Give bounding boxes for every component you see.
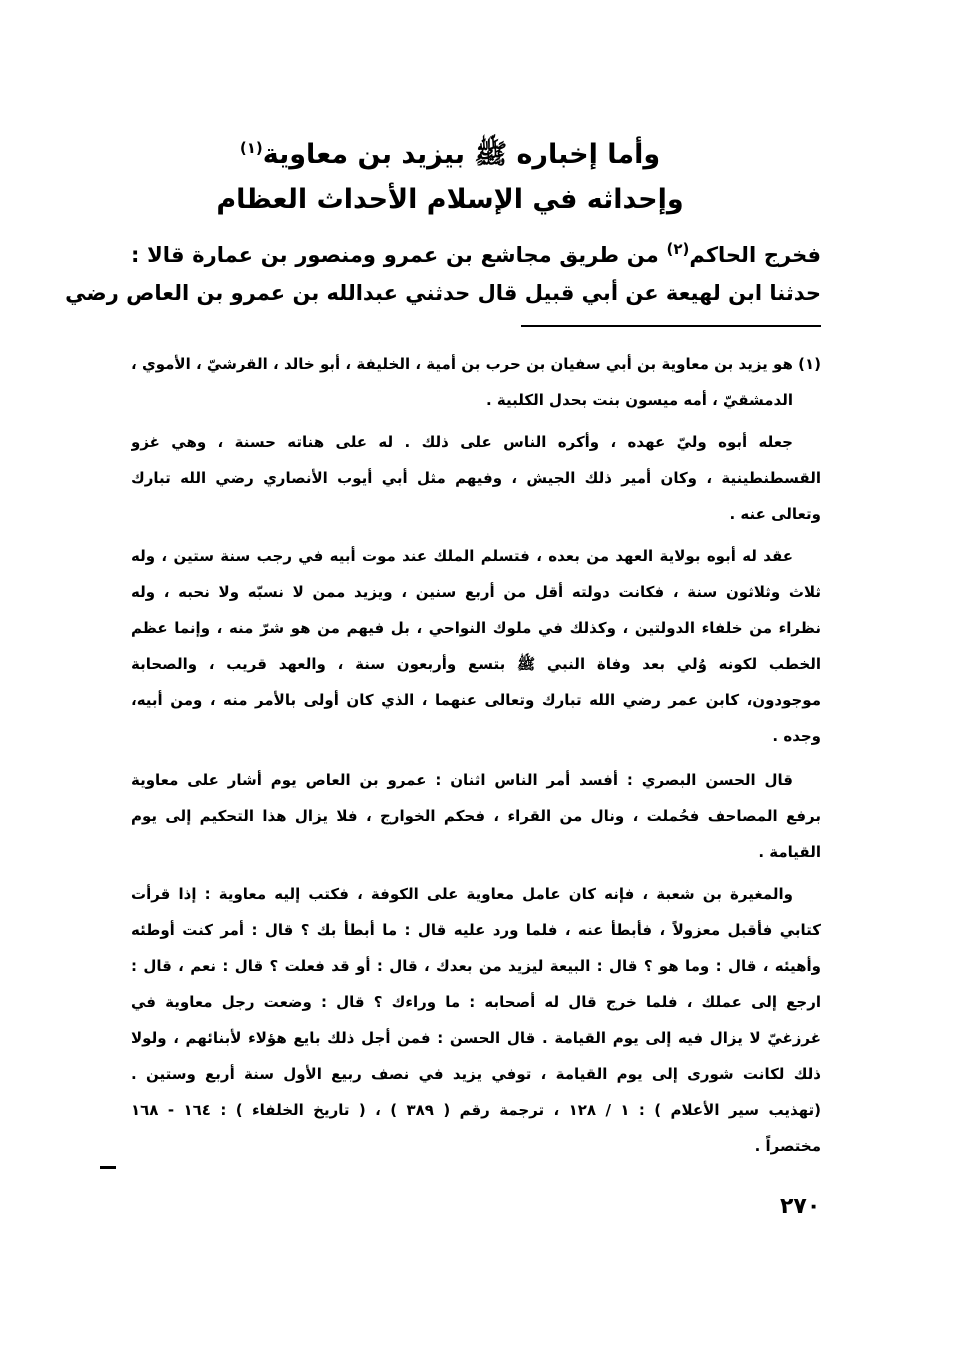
footnote-line: وتعالى عنه . [729, 505, 821, 523]
footnote-line: وأهيئه ، قال : وما هو ؟ قال : البيعة ليزيد من بعدك ، قال : أو قد فعلت ؟ قال : نعم ، قال : [131, 957, 821, 975]
footnote-line: غرزغيّ لا يزال فيه إلى يوم القيامة . قال الحسن : فمن أجل ذلك بايع هؤلاء لأبنائهم ، ولولا [131, 1029, 821, 1047]
footnote-line: نظراء من خلفاء الدولتين ، وكذلك في ملوك النواحي ، بل فيهم من هو شرّ منه ، وإنما عظم [131, 619, 821, 637]
footnote-line: ذلك لكانت شورى إلى يوم القيامة ، توفي يزيد في نصف ربيع الأول سنة أربع وستين . [131, 1065, 821, 1083]
footnote-line: وجده . [772, 727, 821, 745]
footnote-line: القيامة . [758, 843, 821, 861]
footnote-paragraph-1 [131, 346, 821, 418]
footnote-line: موجودون، كابن عمر رضي الله تبارك وتعالى عنهما ، الذي كان أولى بالأمر منه ، ومن أبيه، [131, 691, 821, 709]
chapter-title-line-1 [80, 135, 820, 175]
body-text-rest: من طريق مجاشع بن عمرو ومنصور بن عمارة قالا : [131, 243, 659, 267]
footnote-marker-1: (١) [239, 139, 263, 157]
chapter-title-line-2: وإحداثه في الإسلام الأحداث العظام [216, 184, 684, 215]
end-mark [100, 1166, 116, 1169]
page-number: ٢٧٠ [780, 1194, 821, 1219]
footnote-line: والمغيرة بن شعبة ، فإنه كان عامل معاوية على الكوفة ، فكتب إليه معاوية : إذا قرأت [131, 885, 793, 903]
chapter-title-text: وأما إخباره ﷺ بيزيد بن معاوية [262, 139, 661, 170]
footnote-paragraph-3 [131, 538, 821, 754]
footnote-marker-2: (٢) [666, 240, 690, 258]
footnote-line: الدمشقيّ ، أمه ميسون بنت بحدل الكلبية . [485, 391, 793, 409]
footnote-paragraph-5 [131, 876, 821, 1164]
footnote-divider [521, 325, 821, 327]
body-text-start: فخرج الحاكم [689, 243, 822, 267]
footnote-line: القسطنطينية ، وكان أمير ذلك الجيش ، وفيهم مثل أبي أيوب الأنصاري رضي الله تبارك [131, 469, 821, 487]
footnote-line: ثلاث وثلاثون سنة ، فكانت دولته أقل من أربع سنين ، ويزيد ممن لا نسبّه ولا نحبه ، وله [131, 583, 821, 601]
footnote-line: برفع المصاحف فحُملت ، ونال من القراء ، فحكم الخوارج ، فلا يزال هذا التحكيم إلى يوم [131, 807, 821, 825]
footnote-paragraph-4 [131, 762, 821, 870]
footnote-line: (تهذيب سير الأعلام ) : ١ / ١٢٨ ، ترجمة رقم ( ٣٨٩ ) ، ( تاريخ الخلفاء ) : ١٦٤ - ١٦٨ [131, 1101, 821, 1119]
footnote-line: الخطب لكونه وُلي بعد وفاة النبي ﷺ بتسع وأربعون سنة ، والعهد قريب ، والصحابة [131, 655, 821, 673]
footnote-line: كتابي فأقبل معزولاً ، فأبطأ عنه ، فلما ورد عليه قال : ما أبطأ بك ؟ قال : أمر كنت أوطئه [131, 921, 821, 939]
footnote-paragraph-2 [131, 424, 821, 532]
body-text-line-2: حدثنا ابن لهيعة عن أبي قبيل قال حدثني عبدالله بن عمرو بن العاص رضي [65, 281, 821, 305]
footnote-line: عقد له أبوه بولاية العهد من بعده ، فتسلم الملك عند موت أبيه في رجب سنة ستين ، وله [131, 547, 793, 565]
footnote-line: جعله أبوه وليّ عهده ، وأكره الناس على ذلك . له على هناته حسنة ، وهي غزو [131, 433, 793, 451]
body-text-line-1 [131, 238, 821, 272]
footnote-line: مختصراً . [754, 1137, 821, 1155]
footnote-line: قال الحسن البصري : أفسد أمر الناس اثنان : عمرو بن العاص يوم أشار على معاوية [131, 771, 793, 789]
footnote-line: (١) هو يزيد بن معاوية بن أبي سفيان بن حرب بن أمية ، الخليفة ، أبو خالد ، القرشيّ ، الأموي ، [131, 355, 821, 373]
footnote-line: ارجع إلى عملك ، فلما خرج قال له أصحابه : ما وراءك ؟ قال : وضعت رجل معاوية في [131, 993, 821, 1011]
